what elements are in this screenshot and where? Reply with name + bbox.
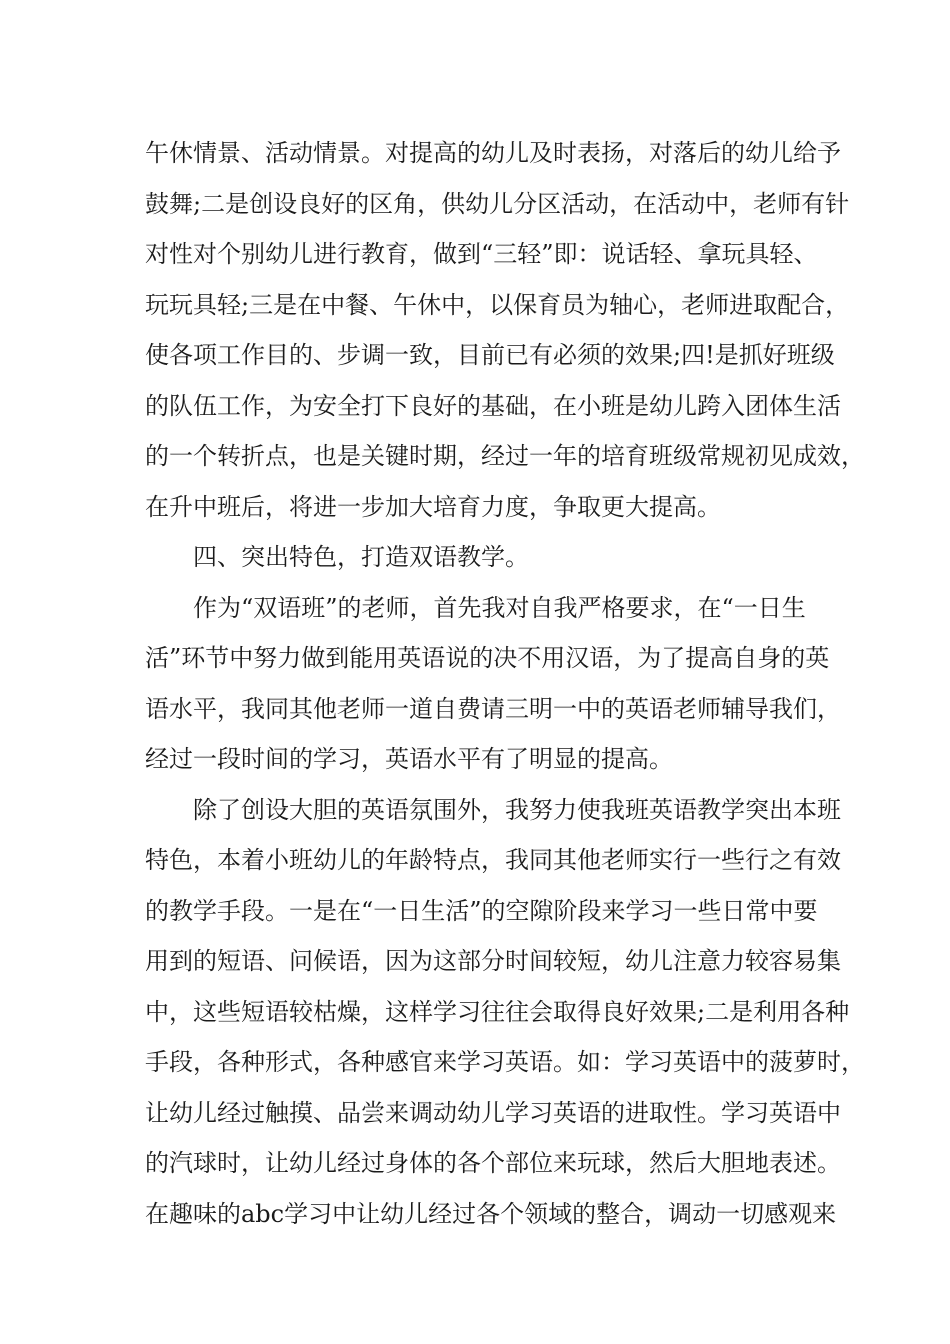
text-line: 的一个转折点，也是关键时期，经过一年的培育班级常规初见成效， xyxy=(145,442,865,470)
text-line: 的汽球时，让幼儿经过身体的各个部位来玩球，然后大胆地表述。 xyxy=(145,1149,841,1177)
text-line: 经过一段时间的学习，英语水平有了明显的提高。 xyxy=(145,745,673,773)
text-line: 活”环节中努力做到能用英语说的决不用汉语，为了提高自身的英 xyxy=(145,644,830,672)
text-line: 午休情景、活动情景。对提高的幼儿及时表扬，对落后的幼儿给予 xyxy=(145,139,841,167)
paragraph-first-line: 作为“双语班”的老师，首先我对自我严格要求，在“一日生 xyxy=(193,593,806,622)
text-line: 手段，各种形式，各种感官来学习英语。如：学习英语中的菠萝时， xyxy=(145,1048,865,1076)
text-line: 鼓舞;二是创设良好的区角，供幼儿分区活动，在活动中，老师有针 xyxy=(145,189,850,218)
paragraph-first-line: 除了创设大胆的英语氛围外，我努力使我班英语教学突出本班 xyxy=(193,795,841,824)
text-line: 的队伍工作，为安全打下良好的基础，在小班是幼儿跨入团体生活 xyxy=(145,391,841,420)
document-body xyxy=(145,128,865,1239)
text-line: 的教学手段。一是在“一日生活”的空隙阶段来学习一些日常中要 xyxy=(145,896,818,925)
text-line: 用到的短语、问候语，因为这部分时间较短，幼儿注意力较容易集 xyxy=(145,947,841,975)
text-line: 语水平，我同其他老师一道自费请三明一中的英语老师辅导我们， xyxy=(145,694,841,723)
text-line: 让幼儿经过触摸、品尝来调动幼儿学习英语的进取性。学习英语中 xyxy=(145,1098,841,1127)
text-line: 特色，本着小班幼儿的年龄特点，我同其他老师实行一些行之有效 xyxy=(145,846,841,874)
section-heading: 四、突出特色，打造双语教学。 xyxy=(193,543,529,571)
text-line: 使各项工作目的、步调一致，目前已有必须的效果;四!是抓好班级 xyxy=(145,341,835,369)
text-line: 玩玩具轻;三是在中餐、午休中，以保育员为轴心，老师进取配合， xyxy=(145,290,850,319)
text-line: 中，这些短语较枯燥，这样学习往往会取得良好效果;二是利用各种 xyxy=(145,997,850,1026)
text-line: 在趣味的abc学习中让幼儿经过各个领域的整合，调动一切感观来 xyxy=(145,1199,837,1228)
text-line: 对性对个别幼儿进行教育，做到“三轻”即：说话轻、拿玩具轻、 xyxy=(145,240,818,268)
text-line: 在升中班后，将进一步加大培育力度，争取更大提高。 xyxy=(145,492,721,521)
